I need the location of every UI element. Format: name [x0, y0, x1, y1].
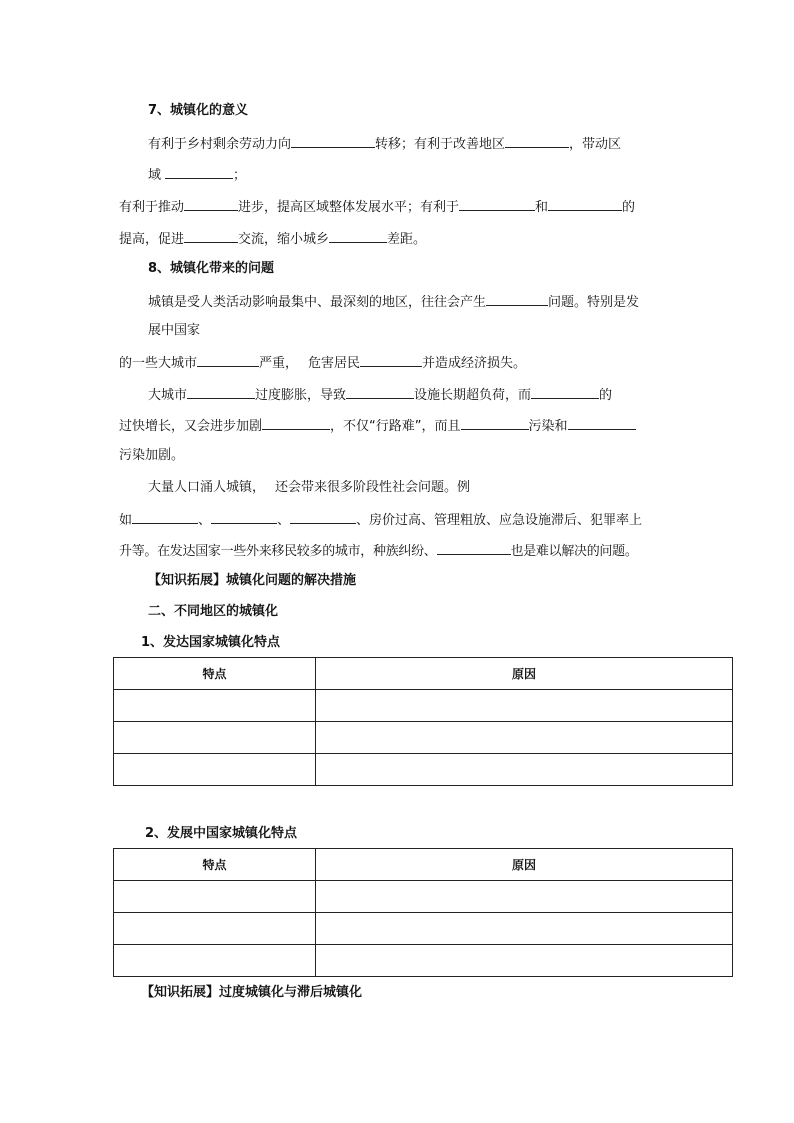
text-segment: 、 — [277, 513, 291, 528]
fill-blank[interactable] — [329, 228, 387, 243]
text-segment: 如 — [119, 513, 133, 528]
fill-blank[interactable] — [187, 384, 255, 399]
text-segment: 提高，促进 — [119, 232, 185, 247]
text-segment: 过快增长，又会进步加剧 — [119, 419, 263, 434]
text-segment: 的 — [599, 388, 613, 403]
fill-blank[interactable] — [360, 352, 422, 367]
fill-blank[interactable] — [548, 196, 622, 211]
text-segment: 大量人口涌人城镇， — [148, 480, 266, 495]
section-7-line-1 — [148, 133, 621, 155]
text-segment: 污染和 — [528, 419, 568, 434]
section-8-line-2 — [148, 321, 200, 341]
fill-blank[interactable] — [459, 196, 535, 211]
text-segment: 有利于推动 — [119, 200, 185, 215]
table-row — [114, 722, 733, 754]
fill-blank[interactable] — [184, 196, 238, 211]
text-segment: 过度膨胀，导致 — [255, 388, 347, 403]
text-segment: 严重， — [259, 356, 299, 371]
text-segment: 域 — [148, 168, 162, 183]
table-cell[interactable] — [114, 690, 316, 722]
fill-blank[interactable] — [211, 509, 277, 524]
text-segment: 的 — [622, 200, 636, 215]
text-segment: ； — [233, 168, 247, 183]
column-header-reasons: 原因 — [316, 658, 733, 690]
fill-blank[interactable] — [165, 164, 233, 179]
text-segment: 城镇是受人类活动影响最集中、最深刻的地区，往往会产生 — [148, 295, 487, 310]
text-segment: ，不仅“行路难”，而且 — [330, 419, 461, 434]
table-1 — [113, 657, 733, 786]
table-cell[interactable] — [316, 754, 733, 786]
fill-blank[interactable] — [505, 133, 569, 148]
table-row — [114, 754, 733, 786]
table-header-row — [114, 658, 733, 690]
fill-blank[interactable] — [568, 415, 636, 430]
text-segment: 差距。 — [387, 232, 427, 247]
column-header-features: 特点 — [114, 658, 316, 690]
fill-blank[interactable] — [184, 228, 238, 243]
section-7-line-3 — [119, 196, 635, 218]
knowledge-extension-1: 【知识拓展】城镇化问题的解决措施 — [148, 573, 357, 588]
table-row — [114, 945, 733, 977]
table-1-title: 1、发达国家城镇化特点 — [141, 635, 281, 650]
knowledge-extension-2: 【知识拓展】过度城镇化与滞后城镇化 — [141, 985, 363, 1000]
text-segment: 展中国家 — [148, 323, 201, 338]
section-7-heading: 7、城镇化的意义 — [148, 103, 249, 118]
fill-blank[interactable] — [290, 509, 356, 524]
text-segment: 并造成经济损失。 — [422, 356, 527, 371]
table-cell[interactable] — [316, 881, 733, 913]
text-segment: 进步，提高区域整体发展水平；有利于 — [238, 200, 460, 215]
text-segment: 也是难以解决的问题。 — [510, 544, 638, 559]
section-8-line-1 — [148, 291, 639, 313]
table-cell[interactable] — [114, 913, 316, 945]
text-segment: 污染加剧。 — [119, 448, 185, 463]
table-row — [114, 690, 733, 722]
table-2-title: 2、发展中国家城镇化特点 — [145, 826, 298, 841]
column-header-reasons: 原因 — [316, 849, 733, 881]
text-segment: 问题。特别是发 — [548, 295, 640, 310]
text-segment: ，带动区 — [569, 137, 622, 152]
text-segment: 有利于乡村剩余劳动力向 — [148, 137, 292, 152]
section-8-line-7 — [148, 478, 470, 498]
text-segment: 危害居民 — [308, 356, 361, 371]
fill-blank[interactable] — [461, 415, 529, 430]
section-8-line-9 — [119, 540, 638, 562]
text-segment: 和 — [535, 200, 549, 215]
section-7-line-2 — [148, 164, 246, 186]
fill-blank[interactable] — [132, 509, 198, 524]
section-8-line-5 — [119, 415, 636, 437]
text-segment: 交流，缩小城乡 — [238, 232, 330, 247]
text-segment: 升等。在发达国家一些外来移民较多的城市，种族纠纷、 — [119, 544, 437, 559]
table-row — [114, 881, 733, 913]
text-segment: 、房价过高、管理粗放、应急设施滞后、犯罪率上 — [356, 513, 643, 528]
fill-blank[interactable] — [291, 133, 375, 148]
part-2-heading: 二、不同地区的城镇化 — [148, 604, 279, 619]
table-2 — [113, 848, 733, 977]
text-segment: 转移；有利于改善地区 — [375, 137, 506, 152]
table-cell[interactable] — [114, 945, 316, 977]
table-cell[interactable] — [316, 690, 733, 722]
text-segment: 的一些大城市 — [119, 356, 198, 371]
table-cell[interactable] — [316, 722, 733, 754]
section-7-line-4 — [119, 228, 426, 250]
table-header-row — [114, 849, 733, 881]
column-header-features: 特点 — [114, 849, 316, 881]
text-segment: 大城市 — [148, 388, 188, 403]
section-8-line-4 — [148, 384, 612, 406]
table-row — [114, 913, 733, 945]
table-cell[interactable] — [114, 722, 316, 754]
fill-blank[interactable] — [437, 540, 511, 555]
section-8-line-6 — [119, 446, 184, 466]
fill-blank[interactable] — [262, 415, 330, 430]
section-8-heading: 8、城镇化带来的问题 — [148, 261, 275, 276]
table-cell[interactable] — [316, 945, 733, 977]
table-cell[interactable] — [114, 754, 316, 786]
section-8-line-8 — [119, 509, 642, 531]
fill-blank[interactable] — [486, 291, 548, 306]
text-segment: 设施长期超负荷，而 — [414, 388, 532, 403]
text-segment: 、 — [198, 513, 212, 528]
table-cell[interactable] — [114, 881, 316, 913]
fill-blank[interactable] — [531, 384, 599, 399]
text-segment: 还会带来很多阶段性社会问题。例 — [275, 480, 471, 495]
fill-blank[interactable] — [346, 384, 414, 399]
fill-blank[interactable] — [197, 352, 259, 367]
table-cell[interactable] — [316, 913, 733, 945]
section-8-line-3 — [119, 352, 526, 374]
